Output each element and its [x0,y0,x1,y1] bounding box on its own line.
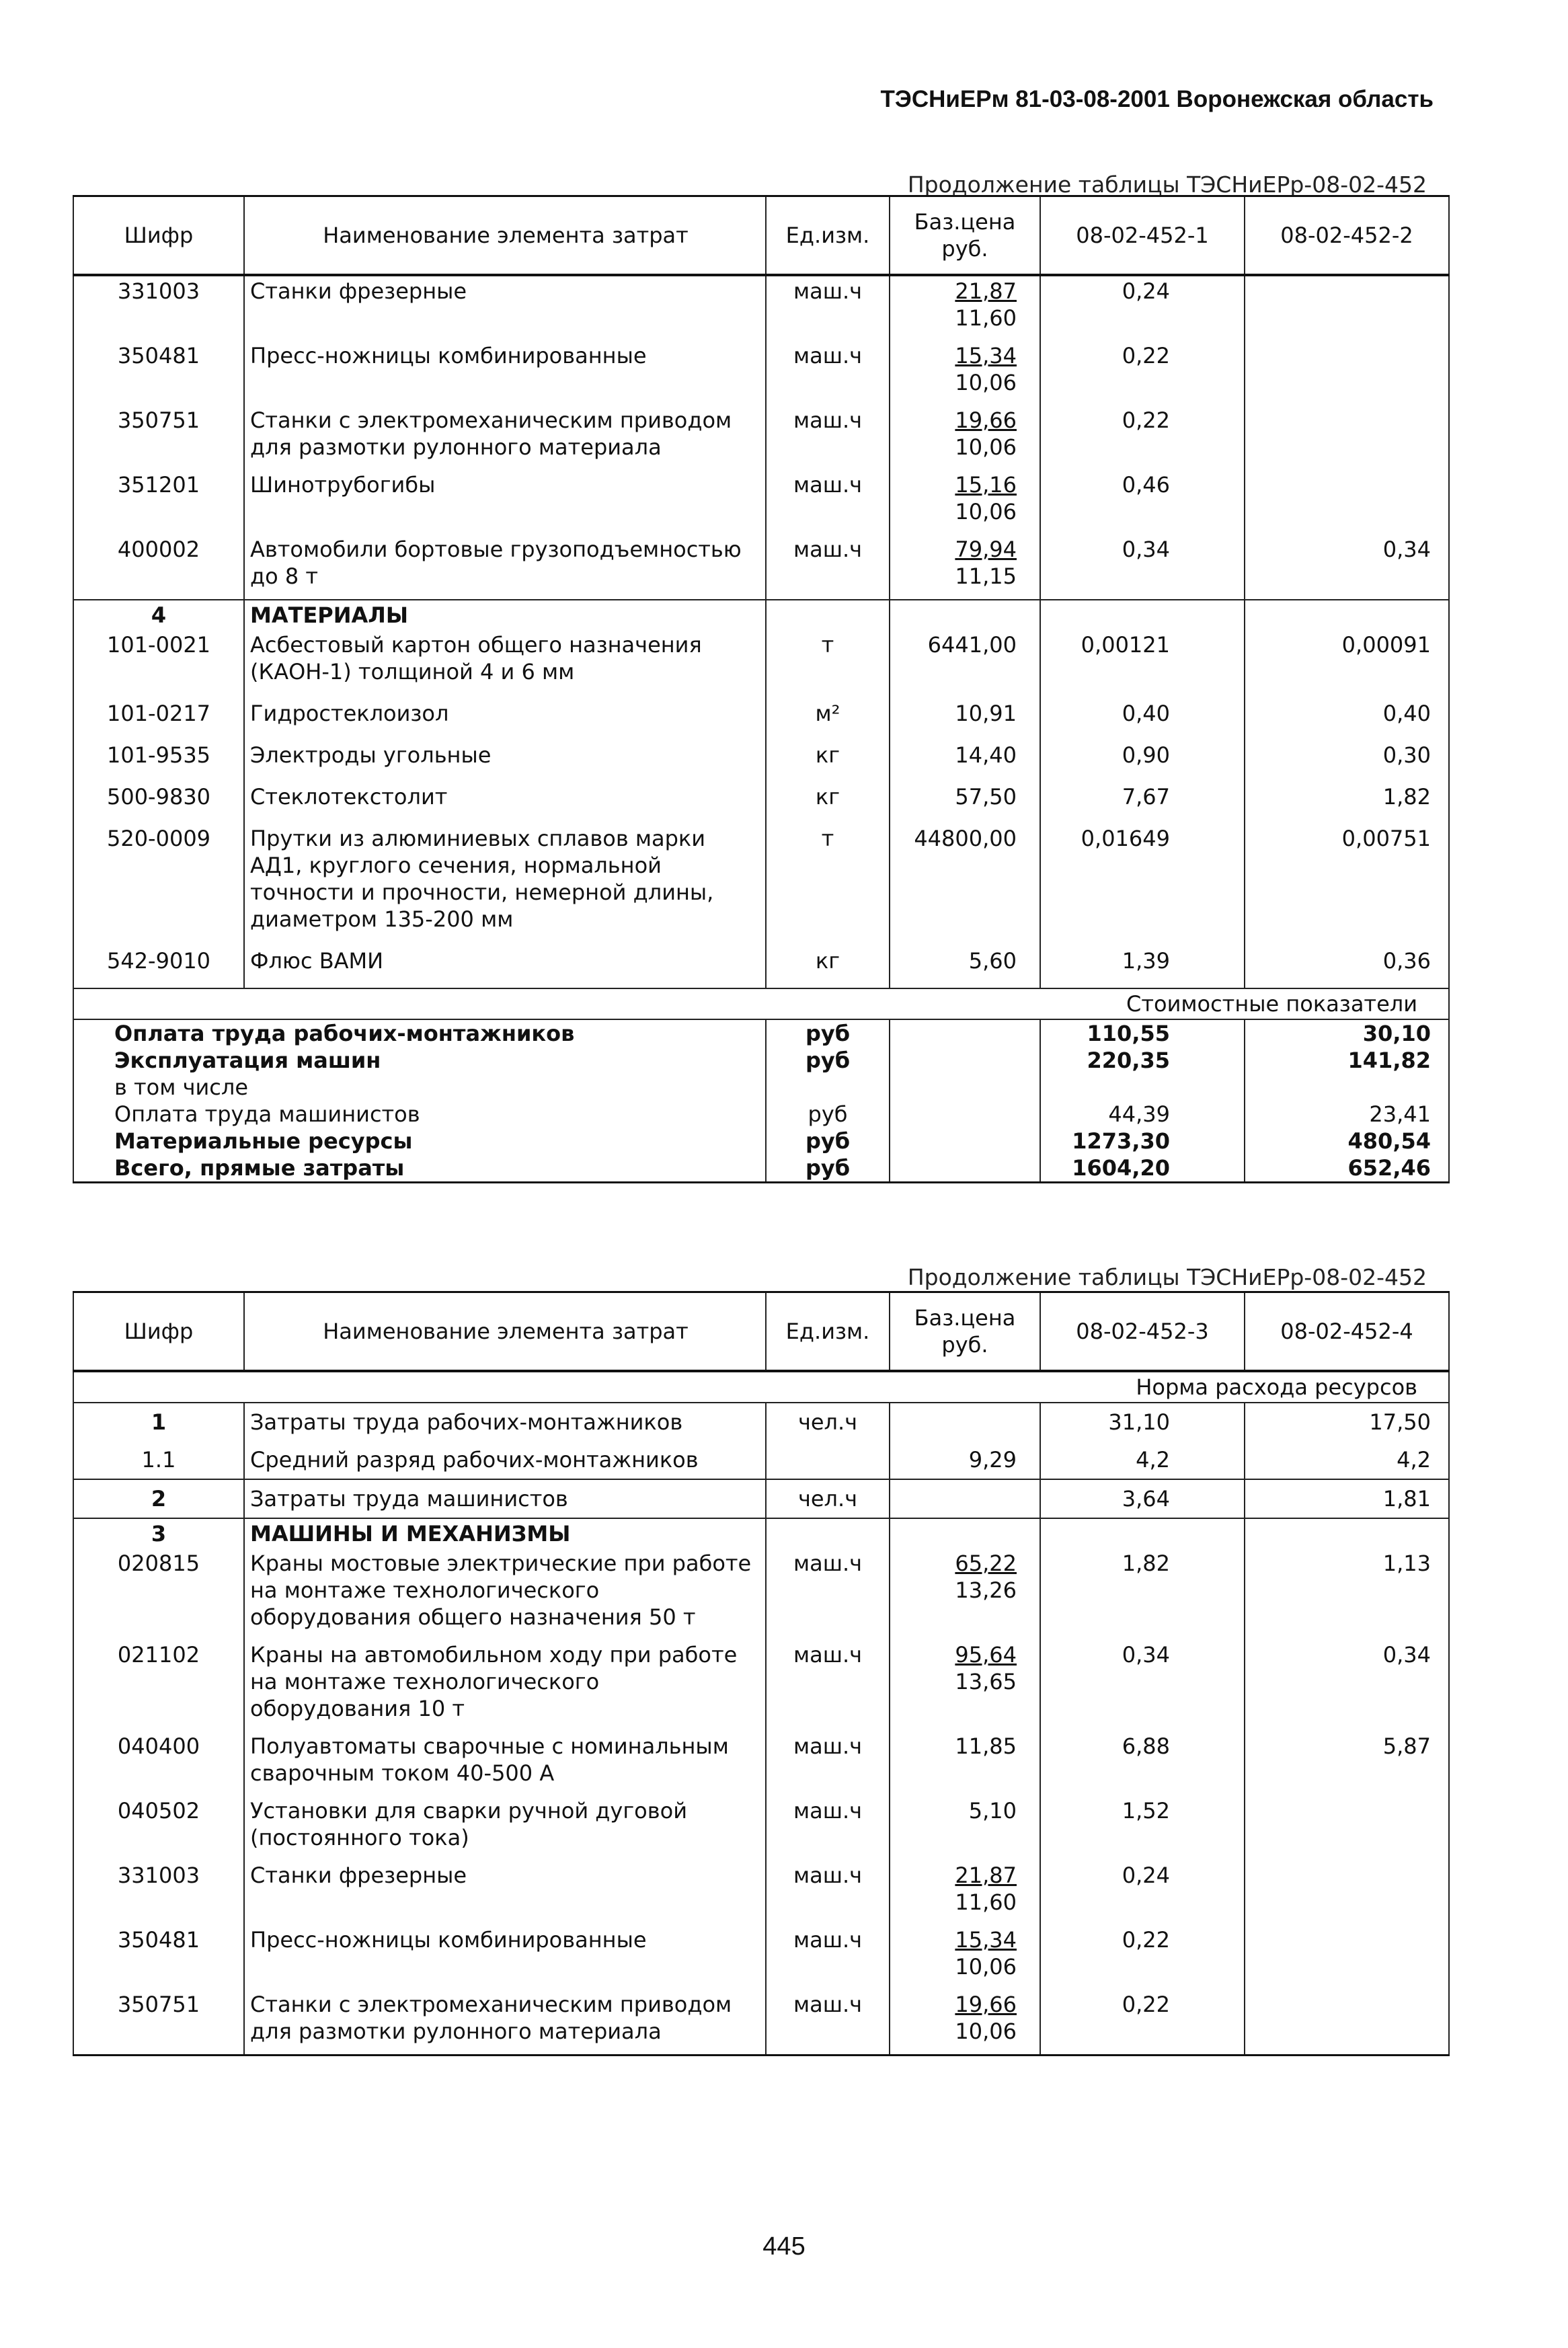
resource-table-1 [73,195,1450,1183]
base-price: 11,85 [955,1733,1017,1759]
base-price: 15,34 [955,343,1017,368]
total-value-2 [1245,1074,1449,1101]
total-value-2: 30,10 [1245,1019,1449,1047]
resource-name: Прутки из алюминиевых сплавов марки АД1, круглого сечения, нормальной точности и прочности, немерной длины, диаметром 135-200 мм [244,824,766,946]
norm-value-1: 0,22 [1040,405,1245,470]
total-value-2: 141,82 [1245,1047,1449,1074]
col-v1-header: 08-02-452-1 [1040,196,1245,276]
base-price: 15,34 [955,1927,1017,1953]
resource-table-2 [73,1291,1450,2056]
norm-header: Норма расхода ресурсов [73,1371,1449,1403]
total-unit: руб [766,1128,890,1155]
resource-code: 350751 [73,405,244,470]
norm-value-2 [1245,1990,1449,2056]
base-price: 19,66 [955,1992,1017,2017]
machines-section-row [73,1518,1449,1549]
col-price-header: Баз.цена руб. [890,1292,1040,1372]
norm-value-2: 0,00091 [1245,630,1449,699]
price-cell [890,1640,1040,1731]
total-row [73,1128,1449,1155]
machine-row [73,1990,1449,2056]
labor-price: 11,60 [955,1889,1017,1915]
resource-code: 350481 [73,1925,244,1990]
resource-code: 542-9010 [73,946,244,988]
norm-value-1: 0,01649 [1040,824,1245,946]
page-header-title: ТЭСНиЕРм 81-03-08-2001 Воронежская область [880,86,1434,112]
labor-price: 10,06 [955,434,1017,460]
norm-value-1: 0,46 [1040,470,1245,535]
norm-value-2: 4,2 [1245,1441,1449,1479]
norm-value-1: 0,22 [1040,341,1245,405]
total-unit [766,1074,890,1101]
resource-unit: маш.ч [766,341,890,405]
norm-value-1: 0,22 [1040,1990,1245,2056]
material-row [73,630,1449,699]
resource-code: 400002 [73,535,244,600]
resource-unit: маш.ч [766,275,890,341]
section-code: 4 [73,600,244,630]
labor-price: 11,60 [955,305,1017,331]
price-cell [890,1990,1040,2056]
total-row [73,1019,1449,1047]
resource-code: 020815 [73,1549,244,1640]
norm-value-2 [1245,341,1449,405]
norm-value-2: 0,30 [1245,740,1449,782]
resource-code: 350751 [73,1990,244,2056]
resource-unit: т [766,630,890,699]
norm-value-1: 0,22 [1040,1925,1245,1990]
price-cell [890,1549,1040,1640]
cost-indicators-header: Стоимостные показатели [73,988,1449,1019]
page-number: 445 [762,2232,806,2261]
resource-code: 101-0217 [73,699,244,740]
norm-value-2: 0,34 [1245,535,1449,600]
resource-unit: маш.ч [766,1861,890,1925]
resource-name: Станки с электромеханическим приводом для размотки рулонного материала [244,405,766,470]
base-price: 57,50 [890,782,1040,824]
resource-unit: маш.ч [766,1990,890,2056]
total-value-2: 652,46 [1245,1155,1449,1183]
empty-cell [890,600,1040,630]
resource-name: Шинотрубогибы [244,470,766,535]
resource-code: 2 [73,1479,244,1518]
material-row [73,699,1449,740]
resource-name: Флюс ВАМИ [244,946,766,988]
norm-value-2 [1245,1925,1449,1990]
total-value-1: 220,35 [1040,1047,1245,1074]
price-cell [890,1861,1040,1925]
total-name: Оплата труда машинистов [73,1101,766,1128]
section-title: МАТЕРИАЛЫ [244,600,766,630]
empty-cell [1245,1518,1449,1549]
price-cell [890,1925,1040,1990]
norm-value-2 [1245,470,1449,535]
norm-value-1: 31,10 [1040,1403,1245,1441]
machine-row [73,341,1449,405]
price-cell [890,405,1040,470]
total-value-1: 110,55 [1040,1019,1245,1047]
norm-value-1: 4,2 [1040,1441,1245,1479]
total-unit: руб [766,1019,890,1047]
table2-header-row [73,1292,1449,1372]
resource-code: 350481 [73,341,244,405]
resource-name: Автомобили бортовые грузоподъемностью до 8 т [244,535,766,600]
norm-value-2: 1,13 [1245,1549,1449,1640]
total-value-2: 480,54 [1245,1128,1449,1155]
resource-unit: т [766,824,890,946]
resource-unit: маш.ч [766,1925,890,1990]
resource-name: Затраты труда машинистов [244,1479,766,1518]
table1-header-row [73,196,1449,276]
section-title: МАШИНЫ И МЕХАНИЗМЫ [244,1518,766,1549]
machine-row [73,275,1449,341]
col-unit-header: Ед.изм. [766,1292,890,1372]
resource-unit: кг [766,740,890,782]
base-price: 14,40 [890,740,1040,782]
price-cell [890,275,1040,341]
empty-cell [890,1019,1040,1047]
cost-header-row [73,988,1449,1019]
norm-value-1: 1,52 [1040,1796,1245,1861]
base-price: 6441,00 [890,630,1040,699]
price-cell [890,341,1040,405]
labor-row [73,1403,1449,1441]
base-price: 44800,00 [890,824,1040,946]
resource-unit: маш.ч [766,1731,890,1796]
empty-cell [890,1074,1040,1101]
norm-value-1: 0,34 [1040,535,1245,600]
resource-name: Краны мостовые электрические при работе на монтаже технологического оборудования общего назначения 50 т [244,1549,766,1640]
base-price: 65,22 [955,1551,1017,1576]
resource-unit: маш.ч [766,1796,890,1861]
resource-unit: маш.ч [766,1549,890,1640]
base-price: 15,16 [955,472,1017,498]
resource-code: 331003 [73,275,244,341]
base-price: 5,10 [968,1798,1017,1824]
resource-code: 331003 [73,1861,244,1925]
norm-value-2 [1245,1796,1449,1861]
resource-code: 1 [73,1403,244,1441]
resource-name: Гидростеклоизол [244,699,766,740]
norm-value-1: 0,90 [1040,740,1245,782]
resource-code: 101-9535 [73,740,244,782]
empty-cell [1245,600,1449,630]
total-value-1: 1604,20 [1040,1155,1245,1183]
resource-unit: маш.ч [766,470,890,535]
base-price [890,1403,1040,1441]
labor-price: 10,06 [955,2019,1017,2044]
base-price: 5,60 [890,946,1040,988]
total-name: Оплата труда рабочих-монтажников [73,1019,766,1047]
norm-value-1: 1,39 [1040,946,1245,988]
empty-cell [890,1101,1040,1128]
resource-unit: кг [766,946,890,988]
empty-cell [1040,1518,1245,1549]
empty-cell [1040,600,1245,630]
resource-name: Стеклотекстолит [244,782,766,824]
resource-unit: чел.ч [766,1479,890,1518]
resource-code: 101-0021 [73,630,244,699]
resource-name: Станки фрезерные [244,275,766,341]
resource-name: Полуавтоматы сварочные с номинальным сварочным током 40-500 А [244,1731,766,1796]
resource-code: 351201 [73,470,244,535]
price-cell [890,470,1040,535]
norm-value-2: 17,50 [1245,1403,1449,1441]
total-row [73,1074,1449,1101]
norm-value-2: 0,36 [1245,946,1449,988]
resource-code: 040502 [73,1796,244,1861]
total-value-1 [1040,1074,1245,1101]
resource-name: Установки для сварки ручной дуговой (постоянного тока) [244,1796,766,1861]
norm-value-2: 0,34 [1245,1640,1449,1731]
machine-row [73,1731,1449,1796]
base-price: 21,87 [955,278,1017,304]
col-price-header: Баз.цена руб. [890,196,1040,276]
resource-unit: маш.ч [766,535,890,600]
labor-price: 10,06 [955,499,1017,524]
machine-row [73,1861,1449,1925]
resource-unit: чел.ч [766,1403,890,1441]
resource-code: 021102 [73,1640,244,1731]
resource-unit: кг [766,782,890,824]
total-name: Всего, прямые затраты [73,1155,766,1183]
total-value-2: 23,41 [1245,1101,1449,1128]
total-unit: руб [766,1155,890,1183]
norm-value-1: 0,24 [1040,1861,1245,1925]
base-price: 9,29 [890,1441,1040,1479]
empty-cell [890,1047,1040,1074]
norm-value-1: 0,34 [1040,1640,1245,1731]
price-cell [890,1796,1040,1861]
labor-price: 13,26 [955,1577,1017,1603]
machine-row [73,405,1449,470]
machine-row [73,470,1449,535]
labor-row [73,1479,1449,1518]
norm-value-1: 0,40 [1040,699,1245,740]
labor-price: 10,06 [955,1954,1017,1980]
price-cell [890,1731,1040,1796]
col-code-header: Шифр [73,1292,244,1372]
resource-unit: маш.ч [766,1640,890,1731]
norm-value-2 [1245,1861,1449,1925]
base-price: 21,87 [955,1863,1017,1888]
col-v1-header: 08-02-452-3 [1040,1292,1245,1372]
total-row [73,1155,1449,1183]
machine-row [73,1549,1449,1640]
resource-code: 1.1 [73,1441,244,1479]
col-v2-header: 08-02-452-4 [1245,1292,1449,1372]
resource-unit: м² [766,699,890,740]
col-unit-header: Ед.изм. [766,196,890,276]
table1-body [73,275,1449,1183]
base-price: 79,94 [955,537,1017,562]
empty-cell [766,1518,890,1549]
norm-header-row [73,1371,1449,1403]
material-row [73,740,1449,782]
machine-row [73,1925,1449,1990]
resource-code: 040400 [73,1731,244,1796]
empty-cell [890,1518,1040,1549]
labor-price: 10,06 [955,370,1017,395]
labor-price: 13,65 [955,1669,1017,1694]
total-name: Материальные ресурсы [73,1128,766,1155]
norm-value-2: 1,82 [1245,782,1449,824]
material-row [73,824,1449,946]
resource-name: Станки с электромеханическим приводом для размотки рулонного материала [244,1990,766,2056]
resource-unit: маш.ч [766,405,890,470]
materials-section-row [73,600,1449,630]
resource-name: Пресс-ножницы комбинированные [244,341,766,405]
empty-cell [890,1155,1040,1183]
norm-value-2 [1245,275,1449,341]
section-code: 3 [73,1518,244,1549]
norm-value-2 [1245,405,1449,470]
table1-continuation: Продолжение таблицы ТЭСНиЕРр-08-02-452 [907,171,1427,198]
total-row [73,1047,1449,1074]
total-row [73,1101,1449,1128]
material-row [73,782,1449,824]
material-row [73,946,1449,988]
base-price [890,1479,1040,1518]
total-value-1: 44,39 [1040,1101,1245,1128]
norm-value-2: 0,00751 [1245,824,1449,946]
total-name: в том числе [73,1074,766,1101]
norm-value-2: 1,81 [1245,1479,1449,1518]
machine-row [73,1640,1449,1731]
resource-name: Затраты труда рабочих-монтажников [244,1403,766,1441]
total-unit: руб [766,1047,890,1074]
price-cell [890,535,1040,600]
norm-value-1: 6,88 [1040,1731,1245,1796]
resource-name: Электроды угольные [244,740,766,782]
norm-value-2: 5,87 [1245,1731,1449,1796]
base-price: 19,66 [955,407,1017,433]
resource-code: 500-9830 [73,782,244,824]
base-price: 95,64 [955,1642,1017,1668]
norm-value-1: 1,82 [1040,1549,1245,1640]
total-name: Эксплуатация машин [73,1047,766,1074]
norm-value-1: 7,67 [1040,782,1245,824]
resource-name: Станки фрезерные [244,1861,766,1925]
machine-row [73,535,1449,600]
resource-name: Краны на автомобильном ходу при работе на монтаже технологического оборудования 10 т [244,1640,766,1731]
norm-value-1: 0,00121 [1040,630,1245,699]
resource-name: Асбестовый картон общего назначения (КАОН-1) толщиной 4 и 6 мм [244,630,766,699]
total-value-1: 1273,30 [1040,1128,1245,1155]
labor-row [73,1441,1449,1479]
col-code-header: Шифр [73,196,244,276]
resource-name: Пресс-ножницы комбинированные [244,1925,766,1990]
labor-price: 11,15 [955,563,1017,589]
table2-body [73,1371,1449,2056]
resource-unit [766,1441,890,1479]
resource-name: Средний разряд рабочих-монтажников [244,1441,766,1479]
table2-continuation: Продолжение таблицы ТЭСНиЕРр-08-02-452 [907,1264,1427,1290]
resource-code: 520-0009 [73,824,244,946]
machine-row [73,1796,1449,1861]
norm-value-1: 3,64 [1040,1479,1245,1518]
norm-value-1: 0,24 [1040,275,1245,341]
base-price: 10,91 [890,699,1040,740]
empty-cell [890,1128,1040,1155]
norm-value-2: 0,40 [1245,699,1449,740]
col-name-header: Наименование элемента затрат [244,196,766,276]
col-v2-header: 08-02-452-2 [1245,196,1449,276]
total-unit: руб [766,1101,890,1128]
empty-cell [766,600,890,630]
col-name-header: Наименование элемента затрат [244,1292,766,1372]
